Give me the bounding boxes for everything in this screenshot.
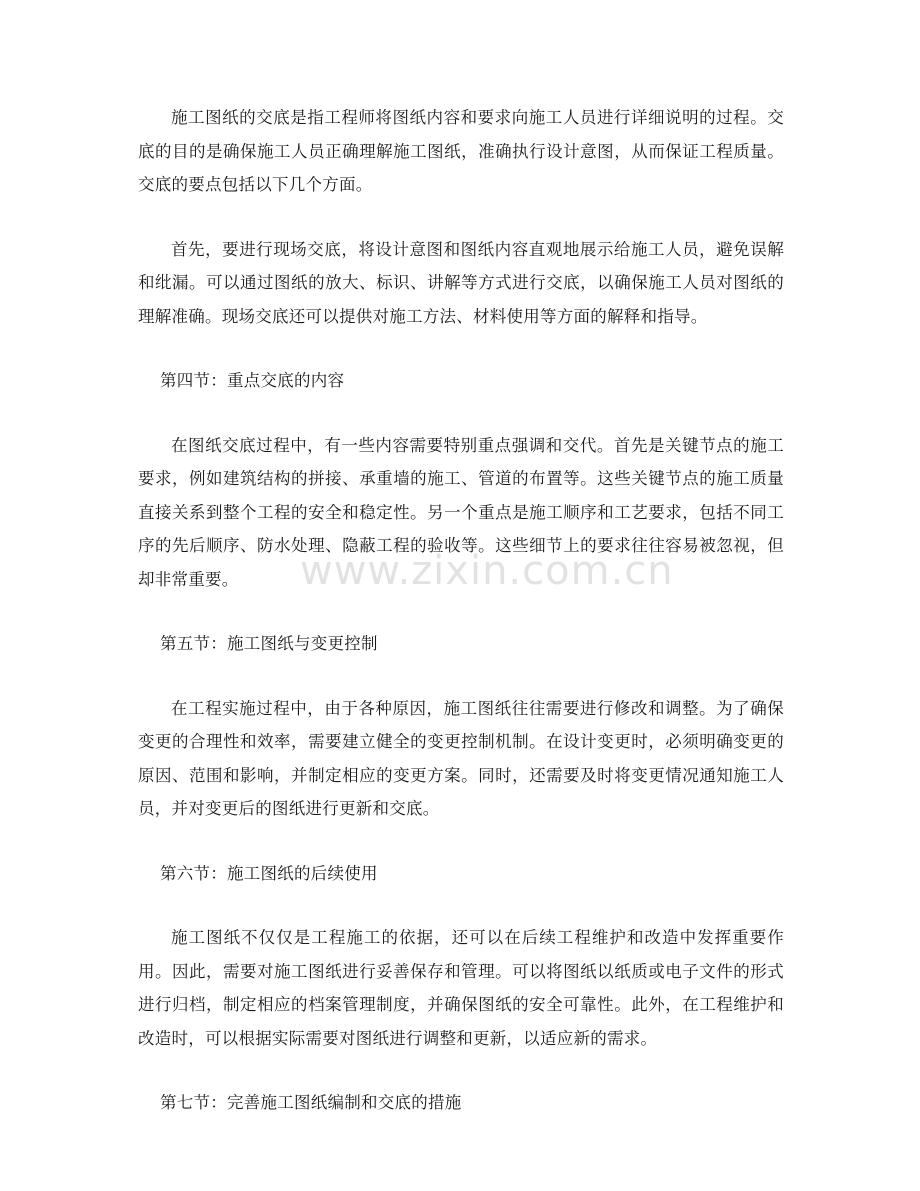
section-4-heading: 第四节：重点交底的内容 xyxy=(160,371,345,390)
section-6-heading: 第六节：施工图纸的后续使用 xyxy=(160,863,378,883)
section-4-paragraph: 在图纸交底过程中，有一些内容需要特别重点强调和交代。首先是关键节点的施工要求，例如建筑结构的拼接、承重墙的施工、管道的布置等。这些关键节点的施工质量直接关系到整个工程的安全和稳定性。另一个重点是施工顺序和工艺要求，包括不同工序的先后顺序、防水处理、隐蔽工程的验收等。这些细节上的要求往往容易被忽视，但却非常重要。 xyxy=(138,435,784,589)
intro-paragraph: 施工图纸的交底是指工程师将图纸内容和要求向施工人员进行详细说明的过程。交底的目的是确保施工人员正确理解施工图纸，准确执行设计意图，从而保证工程质量。交底的要点包括以下几个方面。 xyxy=(138,108,784,194)
watermark: www.zixin.com.cn xyxy=(300,548,674,594)
document-body xyxy=(138,101,784,1151)
section-6-paragraph: 施工图纸不仅仅是工程施工的依据，还可以在后续工程维护和改造中发挥重要作用。因此，需要对施工图纸进行妥善保存和管理。可以将图纸以纸质或电子文件的形式进行归档，制定相应的档案管理制度，并确保图纸的安全可靠性。此外，在工程维护和改造时，可以根据实际需要对图纸进行调整和更新，以适应新的需求。 xyxy=(138,928,784,1048)
section-7-heading: 第七节：完善施工图纸编制和交底的措施 xyxy=(160,1093,462,1112)
section-5-paragraph: 在工程实施过程中，由于各种原因，施工图纸往往需要进行修改和调整。为了确保变更的合理性和效率，需要建立健全的变更控制机制。在设计变更时，必须明确变更的原因、范围和影响，并制定相应的变更方案。同时，还需要及时将变更情况通知施工人员，并对变更后的图纸进行更新和交底。 xyxy=(138,698,784,818)
onsite-briefing-paragraph: 首先，要进行现场交底，将设计意图和图纸内容直观地展示给施工人员，避免误解和纰漏。可以通过图纸的放大、标识、讲解等方式进行交底，以确保施工人员对图纸的理解准确。现场交底还可以提供对施工方法、材料使用等方面的解释和指导。 xyxy=(138,239,784,326)
section-5-heading: 第五节：施工图纸与变更控制 xyxy=(160,634,378,653)
